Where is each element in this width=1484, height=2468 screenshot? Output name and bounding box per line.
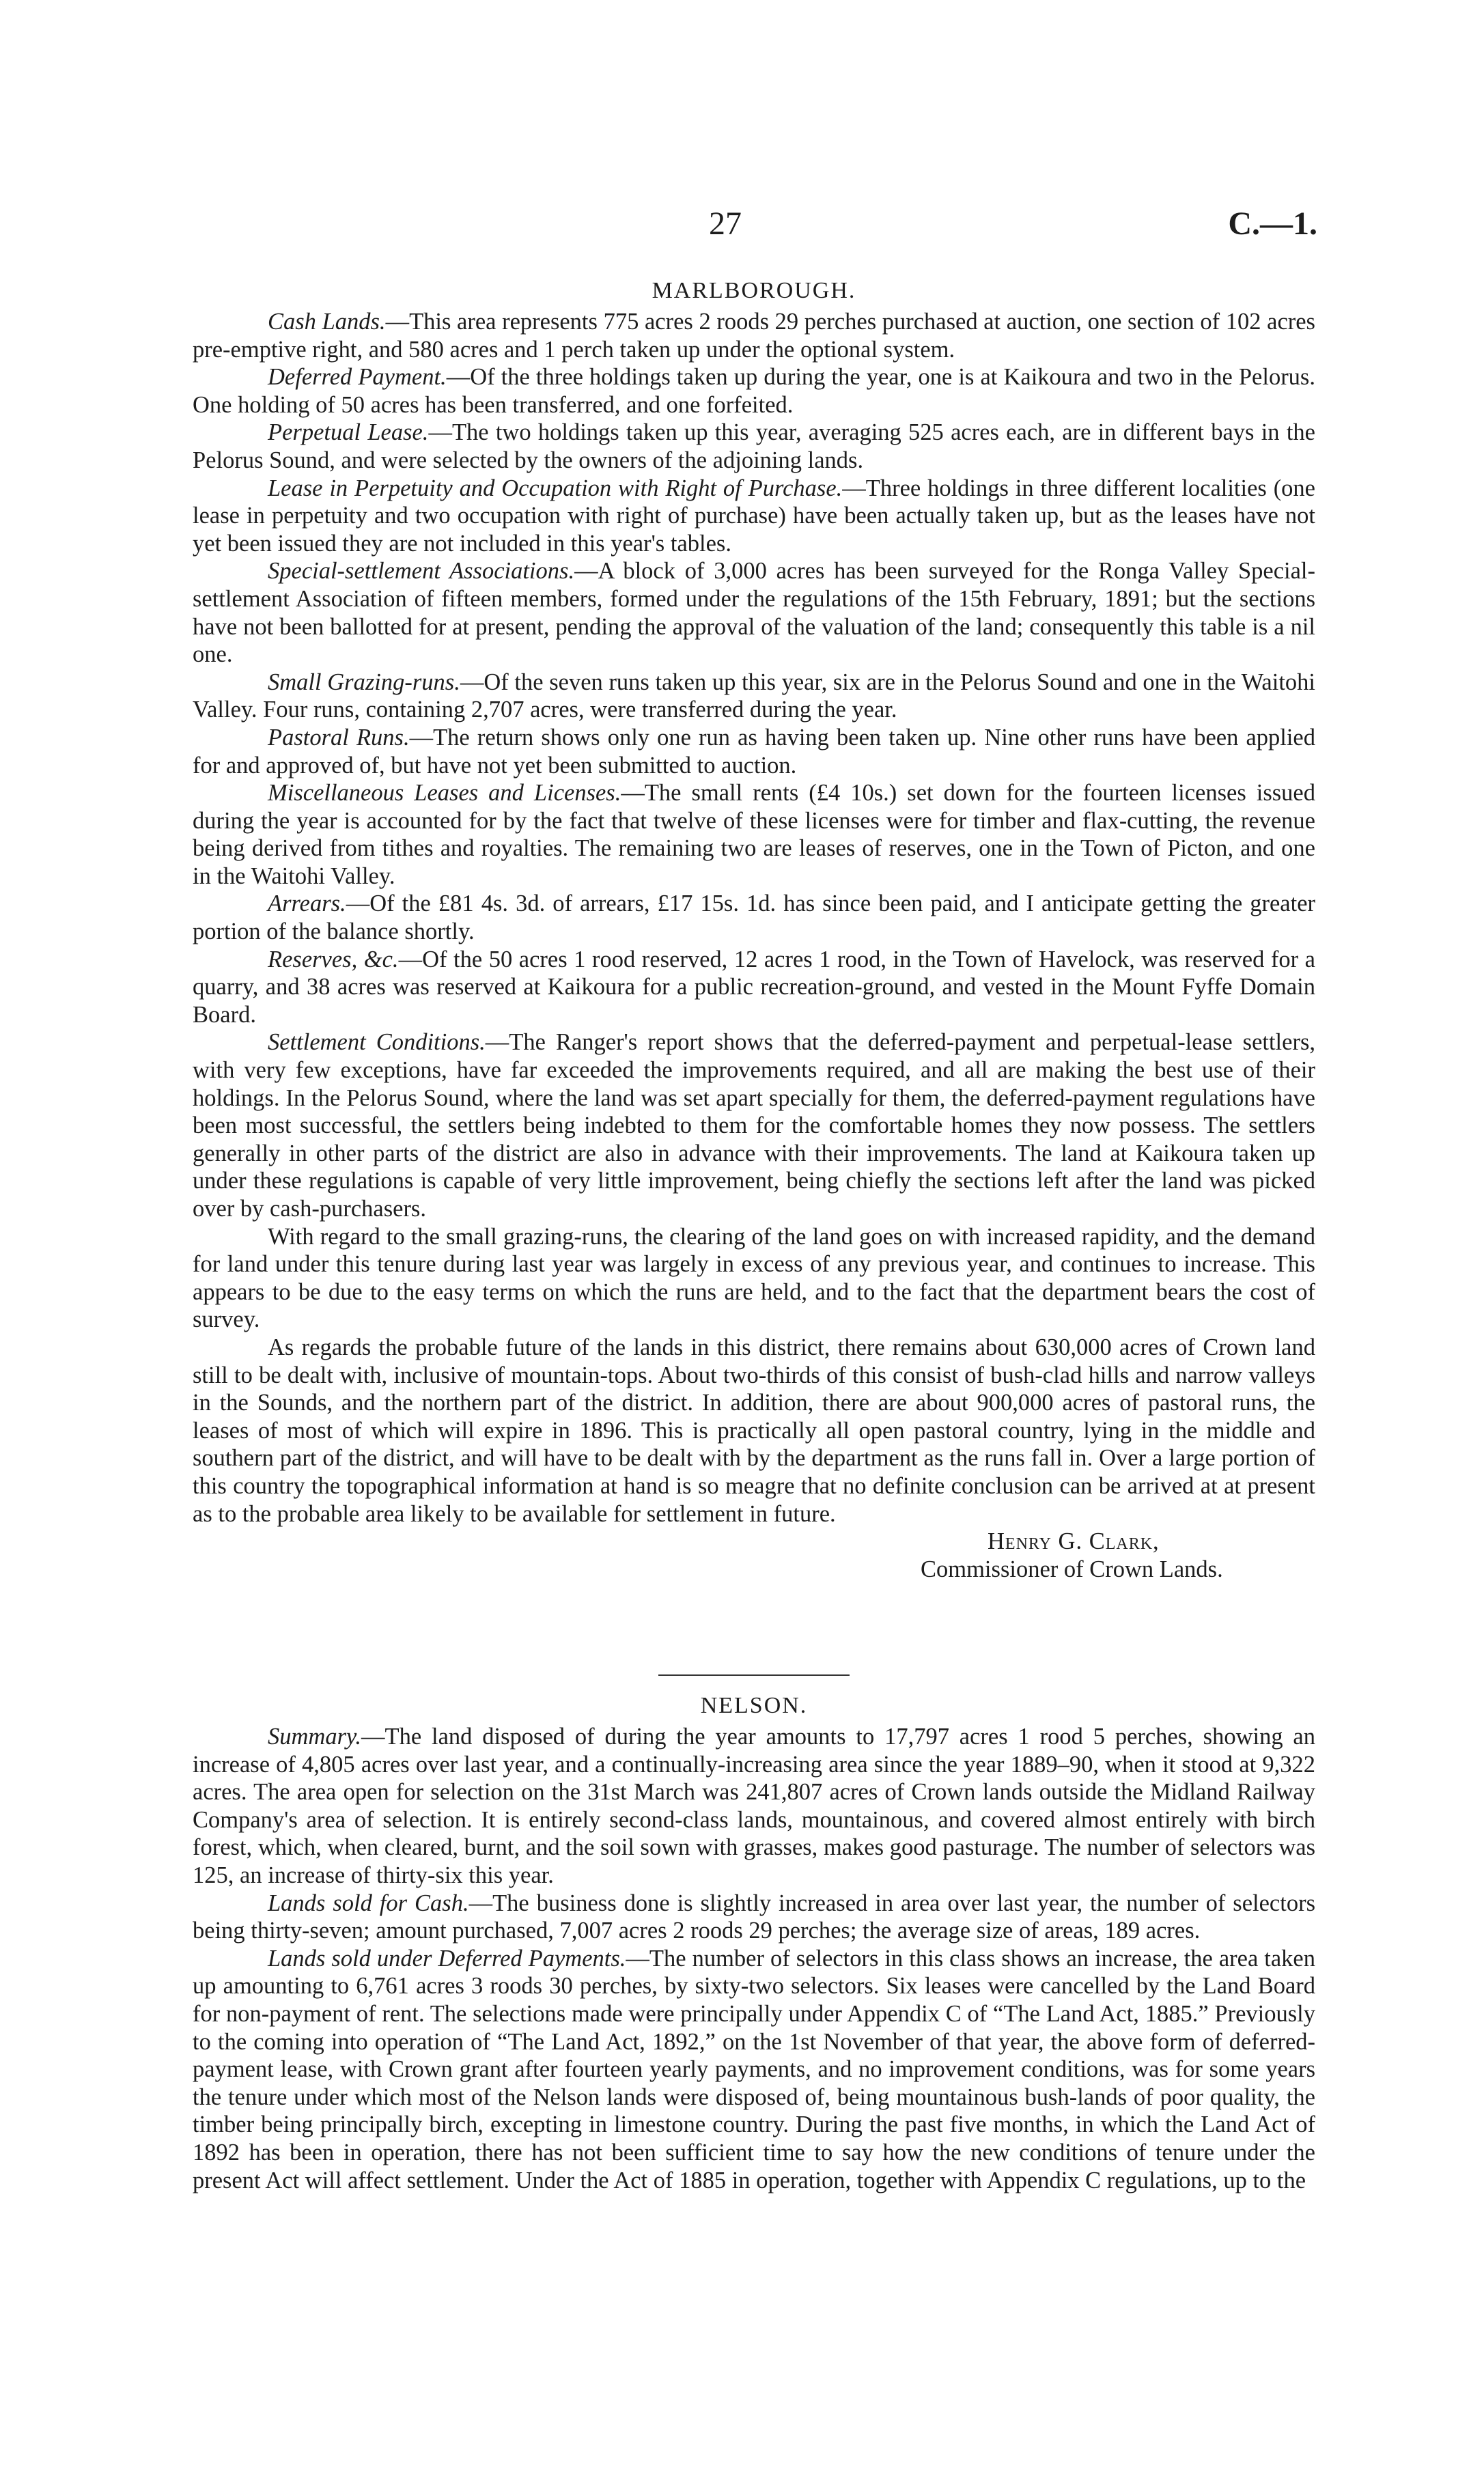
paragraph-heading: Lands sold under Deferred Payments.: [268, 1945, 626, 1972]
paragraph-heading: Lease in Perpetuity and Occupation with Right of Purchase.: [268, 475, 843, 501]
paragraph-heading: Arrears.: [268, 891, 346, 917]
paragraph-probable-future: [193, 1334, 1315, 1528]
paragraph-heading: Pastoral Runs.: [268, 724, 410, 751]
paragraph-body: —The small rents (£4 10s.) set down for the fourteen licenses issued during the year is accounted for by the fact that twelve of these licenses were for timber and flax-cutting, the revenue being derived from tithes and royalties. The remaining two are leases of reserves, one in the Town of Picton, and one in the Waitohi Valley.: [193, 780, 1315, 889]
paragraph-heading: Summary.: [268, 1724, 362, 1750]
paragraph-miscellaneous-leases: [193, 779, 1315, 890]
paragraph-body: —Three holdings in three different localities (one lease in perpetuity and two occupation with right of purchase) have been actually taken up, but as the leases have not yet been issued they are not included in this year's tables.: [193, 475, 1315, 557]
paragraph-body: —The two holdings taken up this year, averaging 525 acres each, are in different bays in the Pelorus Sound, and were selected by the owners of the adjoining lands.: [193, 419, 1315, 473]
paragraph-body: —Of the seven runs taken up this year, six are in the Pelorus Sound and one in the Waitohi Valley. Four runs, containing 2,707 acres, were transferred during the year.: [193, 669, 1315, 723]
paragraph-lands-sold-cash: [193, 1890, 1315, 1945]
signatory-name: Henry G. Clark,: [988, 1528, 1160, 1555]
paragraph-summary: [193, 1723, 1315, 1890]
paragraph-heading: Lands sold for Cash.: [268, 1890, 469, 1916]
paragraph-body: —The land disposed of during the year amounts to 17,797 acres 1 rood 5 perches, showing an increase of 4,805 acres over last year, and a continually-increasing area since the year 1889–90, when it stood at 9,322 acres. The area open for selection on the 31st March was 241,807 acres of Crown lands outside the Midland Railway Company's area of selection. It is entirely second-class lands, mountainous, and covered almost entirely with birch forest, which, when cleared, burnt, and the soil sown with grasses, makes good pasturage. The number of selectors was 125, an increase of thirty-six this year.: [193, 1724, 1315, 1888]
paragraph-cash-lands: [193, 308, 1315, 363]
paragraph-reserves: [193, 946, 1315, 1029]
paragraph-heading: Settlement Conditions.: [268, 1029, 486, 1056]
paragraph-heading: Cash Lands.: [268, 309, 386, 335]
paragraph-special-settlement: [193, 557, 1315, 668]
paragraph-small-grazing-runs: [193, 669, 1315, 724]
section-title-nelson: NELSON.: [700, 1693, 808, 1718]
paragraph-heading: Reserves, &c.: [268, 946, 399, 972]
section-title-marlborough: MARLBOROUGH.: [652, 278, 856, 303]
page-number: 27: [709, 206, 742, 242]
paragraph-heading: Perpetual Lease.: [268, 419, 429, 446]
paragraph-body: —Of the 50 acres 1 rood reserved, 12 acres 1 rood, in the Town of Havelock, was reserved for a quarry, and 38 acres was reserved at Kaikoura for a public recreation-ground, and vested in the Mount Fyffe Domain Board.: [193, 946, 1315, 1028]
signature-block: [921, 1528, 1315, 1583]
nelson-section: [193, 1693, 1315, 2194]
paragraph-body: As regards the probable future of the lands in this district, there remains about 630,000 acres of Crown land still to be dealt with, inclusive of mountain-tops. About two-thirds of this consist of bush-clad hills and narrow valleys in the Sounds, and the northern part of the district. In addition, there are about 900,000 acres of pastoral runs, the leases of most of which will expire in 1896. This is practically all open pastoral country, lying in the middle and southern part of the district, and will have to be dealt with by the department as the runs fall in. Over a large portion of this country the topographical information at hand is so meagre that no definite conclusion can be arrived at at present as to the probable area likely to be available for settlement in future.: [193, 1334, 1315, 1527]
paragraph-grazing-runs-demand: [193, 1223, 1315, 1334]
paragraph-settlement-conditions: [193, 1028, 1315, 1222]
paragraph-deferred-payment: [193, 363, 1315, 419]
paragraph-heading: Special-settlement Associations.: [268, 558, 575, 585]
paragraph-pastoral-runs: [193, 724, 1315, 779]
paragraph-body: —A block of 3,000 acres has been surveyed for the Ronga Valley Special-settlement Association of fifteen members, formed under the regulations of the 15th February, 1891; but the sections have not been ballotted for at present, pending the approval of the valuation of the land; consequently this table is a nil one.: [193, 558, 1316, 668]
paragraph-body: With regard to the small grazing-runs, the clearing of the land goes on with increased rapidity, and the demand for land under this tenure during last year was largely in excess of any previous year, and continues to increase. This appears to be due to the easy terms on which the runs are held, and to the fact that the department bears the cost of survey.: [193, 1223, 1315, 1333]
paragraph-heading: Small Grazing-runs.: [268, 669, 460, 695]
document-reference: C.—1.: [1228, 206, 1317, 242]
paragraph-body: —Of the three holdings taken up during the year, one is at Kaikoura and two in the Pelorus. One holding of 50 acres has been transferred, and one forfeited.: [193, 364, 1315, 418]
paragraph-body: —The business done is slightly increased in area over last year, the number of selectors being thirty-seven; amount purchased, 7,007 acres 2 roods 29 perches; the average size of areas, 189 acres.: [193, 1890, 1315, 1944]
paragraph-perpetual-lease: [193, 419, 1315, 474]
signatory-title: Commissioner of Crown Lands.: [921, 1556, 1223, 1582]
paragraph-body: —The number of selectors in this class shows an increase, the area taken up amounting to 6,761 acres 3 roods 30 perches, by sixty-two selectors. Six leases were cancelled by the Land Board for non-payment of rent. The selections made were principally under Appendix C of “The Land Act, 1885.” Previously to the coming into operation of “The Land Act, 1892,” on the 1st November of that year, the above form of deferred-payment lease, with Crown grant after fourteen yearly payments, and no improvement conditions, was for some years the tenure under which most of the Nelson lands were disposed of, being mountainous bush-lands of poor quality, the timber being principally birch, excepting in limestone country. During the past five months, in which the Land Act of 1892 has been in operation, there has not been sufficient time to say how the new conditions of tenure under the present Act will affect settlement. Under the Act of 1885 in operation, together with Appendix C regulations, up to the: [193, 1945, 1315, 2193]
paragraph-deferred-payments: [193, 1945, 1315, 2194]
paragraph-heading: Miscellaneous Leases and Licenses.: [268, 780, 621, 807]
section-divider: [658, 1674, 850, 1676]
paragraph-lease-in-perpetuity: [193, 475, 1315, 558]
marlborough-section: [193, 276, 1315, 1583]
paragraph-body: —This area represents 775 acres 2 roods 29 perches purchased at auction, one section of 102 acres pre-emptive right, and 580 acres and 1 perch taken up under the optional system.: [193, 309, 1315, 363]
paragraph-heading: Deferred Payment.: [268, 364, 447, 391]
paragraph-body: —The Ranger's report shows that the deferred-payment and perpetual-lease settlers, with very few exceptions, have far exceeded the improvements required, and all are making the best use of their holdings. In the Pelorus Sound, where the land was set apart specially for them, the deferred-payment regulations have been most successful, the settlers being indebted to them for the comfortable homes they now possess. The settlers generally in other parts of the district are also in advance with their improvements. The land at Kaikoura taken up under these regulations is capable of very little improvement, being chiefly the sections left after the land was picked over by cash-purchasers.: [193, 1029, 1315, 1222]
paragraph-body: —Of the £81 4s. 3d. of arrears, £17 15s. 1d. has since been paid, and I anticipate getting the greater portion of the balance shortly.: [193, 891, 1315, 945]
paragraph-body: —The return shows only one run as having been taken up. Nine other runs have been applied for and approved of, but have not yet been submitted to auction.: [193, 724, 1315, 779]
paragraph-arrears: [193, 890, 1315, 945]
